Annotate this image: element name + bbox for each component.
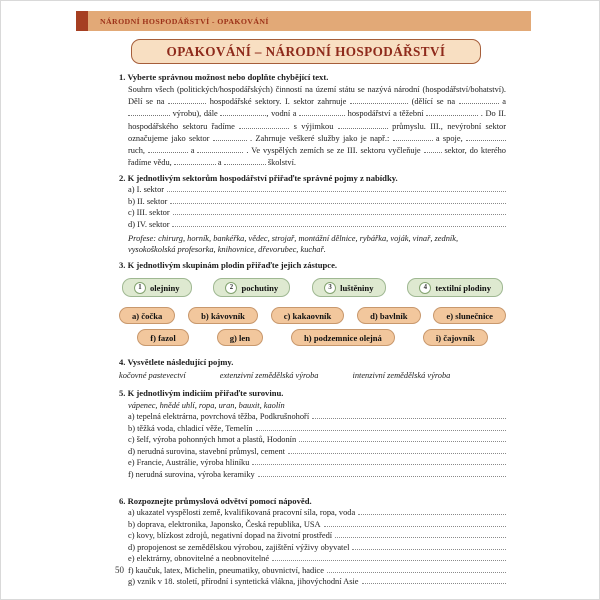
page-number: 50 [115, 565, 124, 575]
clue-row-b [128, 423, 506, 435]
group-label: textilní plodiny [435, 282, 491, 293]
answer-line [172, 226, 506, 227]
exercise-3-heading: 3. K jednotlivým skupinám plodin přiřaďte jejich zástupce. [119, 260, 338, 271]
exercise-1 [119, 72, 506, 168]
industry-row-b [128, 519, 506, 531]
industry-row-f [128, 565, 506, 577]
answer-line [170, 203, 506, 204]
answer-line [324, 526, 506, 527]
answer-line [288, 453, 506, 454]
blank-line [459, 95, 499, 104]
answer-line [299, 441, 506, 442]
group-number-badge: 3 [324, 282, 336, 294]
industry-row-e [128, 553, 506, 565]
term-extenzivni-vyroba: extenzivní zemědělská výroba [219, 371, 319, 381]
exercise-3 [119, 260, 506, 346]
blank-line [128, 107, 170, 116]
blank-line [220, 107, 266, 116]
term-kocovne-pastevectvi: kočovné pastevectví [119, 371, 186, 381]
clue-label: f) nerudná surovina, výroba keramiky [128, 469, 255, 479]
page-title-box [131, 39, 481, 64]
clue-row-f [128, 469, 506, 481]
materials-hint: vápenec, hnědé uhlí, ropa, uran, bauxit, kaolín [128, 401, 285, 411]
plant-groups-row [119, 278, 506, 297]
blank-line [424, 144, 442, 153]
answer-line [335, 537, 506, 538]
crop-pill-bavlnik: d) bavlník [357, 307, 421, 324]
page-content [119, 72, 506, 588]
chapter-marker-square [76, 11, 88, 31]
clue-row-c [128, 434, 506, 446]
group-label: pochutiny [241, 282, 279, 293]
crop-pill-len: g) len [217, 329, 263, 346]
blank-line [174, 156, 216, 165]
industry-clue: a) ukazatel vyspělosti země, kvalifikovaná pracovní síla, ropa, voda [128, 508, 356, 518]
crop-pill-podzemnice-olejna: h) podzemnice olejná [291, 329, 395, 346]
clue-row-a [128, 411, 506, 423]
exercise-1-paragraph: Souhrn všech (politických/hospodářských) činností na území státu se nazývá národní (hospodářství/bohatství). Dělí se na hospodářské sektory. I. sektor zahrnuje (dělící se na a výrobu), dále , vodní a hospodářství a těžební . Do II. hospodářského sektoru řadíme s výjimkou průmyslu. III., nevýrobní sektor označujeme jako sektor . Zahrnuje veškeré služby jako je např.: a spoje, ruch, a . Ve vyspělých zemích se ze III. sektoru vyčleňuje sektor, do kterého řadíme vědu, a školství. [128, 85, 507, 168]
blank-line [239, 120, 289, 129]
answer-line [272, 560, 506, 561]
answer-line [167, 191, 506, 192]
crop-pill-kakaovnik: c) kakaovník [271, 307, 345, 324]
exercise-6 [119, 496, 506, 588]
group-pill-pochutiny [213, 278, 290, 297]
crops-row-2 [119, 329, 506, 346]
exercise-5 [119, 388, 506, 480]
exercise-2-heading: 2. K jednotlivým sektorům hospodářství přiřaďte správné pojmy z nabídky. [119, 173, 398, 184]
exercise-5-heading: 5. K jednotlivým indiciím přiřaďte surovinu. [119, 388, 284, 399]
blank-line [350, 95, 408, 104]
answer-label: d) IV. sektor [128, 219, 170, 229]
answer-row-sector-2 [128, 196, 506, 208]
crop-pill-cajovnik: i) čajovník [423, 329, 488, 346]
clue-label: b) těžká voda, chladicí věže, Temelín [128, 423, 253, 433]
chapter-header-bar [76, 11, 531, 31]
blank-line [426, 107, 478, 116]
group-number-badge: 4 [419, 282, 431, 294]
clue-row-e [128, 457, 506, 469]
answer-line [358, 514, 506, 515]
clue-label: c) šelf, výroba pohonných hmot a plastů, Hodonín [128, 435, 297, 445]
exercise-6-heading: 6. Rozpoznejte průmyslová odvětví pomocí nápověd. [119, 496, 312, 507]
answer-line [173, 214, 506, 215]
industry-clue: e) elektrárny, obnovitelné a neobnovitelné [128, 554, 270, 564]
industry-row-d [128, 542, 506, 554]
chapter-header-label: NÁRODNÍ HOSPODÁŘSTVÍ - OPAKOVÁNÍ [100, 16, 269, 26]
group-pill-olejniny [122, 278, 192, 297]
blank-line [299, 107, 345, 116]
exercise-4-heading: 4. Vysvětlete následující pojmy. [119, 357, 234, 368]
blank-line [338, 120, 388, 129]
group-number-badge: 2 [225, 282, 237, 294]
answer-label: c) III. sektor [128, 208, 170, 218]
crop-pill-cocka: a) čočka [119, 307, 175, 324]
answer-row-sector-4 [128, 219, 506, 231]
answer-line [258, 476, 506, 477]
answer-label: a) I. sektor [128, 185, 165, 195]
answer-line [352, 549, 506, 550]
industry-row-g [128, 576, 506, 588]
crop-pill-fazol: f) fazol [137, 329, 189, 346]
answer-line [256, 430, 506, 431]
industry-clue: g) vznik v 18. století, přírodní i syntetická vlákna, jihovýchodní Asie [128, 577, 359, 587]
exercise-1-heading: 1. Vyberte správnou možnost nebo doplňte chybějící text. [119, 72, 329, 82]
clue-label: e) Francie, Austrálie, výroba hliníku [128, 458, 250, 468]
clue-row-d [128, 446, 506, 458]
terms-row [119, 370, 506, 381]
answer-row-sector-1 [128, 184, 506, 196]
exercise-2 [119, 173, 506, 255]
clue-label: d) nerudná surovina, stavební průmysl, cement [128, 446, 285, 456]
blank-line [224, 156, 266, 165]
industry-clue: c) kovy, blízkost zdrojů, negativní dopad na životní prostředí [128, 531, 333, 541]
answer-line [252, 464, 506, 465]
crop-pill-kavovnik: b) kávovník [188, 307, 258, 324]
blank-line [393, 132, 433, 141]
blank-line [466, 132, 506, 141]
blank-line [148, 144, 188, 153]
professions-note: Profese: chirurg, horník, bankéřka, vědec, strojař, montážní dělnice, rybářka, voják, vinař, zedník, vysokoškolská profesorka, knihovnice, dřevorubec, kuchař. [128, 234, 459, 255]
group-number-badge: 1 [134, 282, 146, 294]
blank-line [197, 144, 243, 153]
group-pill-textilni-plodiny [407, 278, 503, 297]
group-pill-lusteniny [312, 278, 385, 297]
industry-clue: b) doprava, elektronika, Japonsko, Česká republika, USA [128, 519, 321, 529]
exercise-4 [119, 357, 506, 381]
blank-line [213, 132, 247, 141]
answer-row-sector-3 [128, 207, 506, 219]
answer-line [362, 583, 506, 584]
industry-row-a [128, 507, 506, 519]
industry-row-c [128, 530, 506, 542]
answer-line [327, 572, 506, 573]
blank-line [168, 95, 206, 104]
group-label: luštěniny [340, 282, 374, 293]
answer-line [312, 418, 506, 419]
crop-pill-slunecnice: e) slunečnice [433, 307, 506, 324]
answer-label: b) II. sektor [128, 196, 168, 206]
industry-clue: f) kaučuk, latex, Michelin, pneumatiky, obuvnictví, hadice [128, 565, 324, 575]
group-label: olejniny [150, 282, 180, 293]
clue-label: a) tepelná elektrárna, povrchová těžba, Podkrušnohoří [128, 412, 310, 422]
term-intenzivni-vyroba: intenzivní zemědělská výroba [352, 371, 451, 381]
page-title: OPAKOVÁNÍ – NÁRODNÍ HOSPODÁŘSTVÍ [166, 43, 446, 59]
crops-row-1 [119, 307, 506, 324]
industry-clue: d) propojenost se zemědělskou výrobou, zajištění výživy obyvatel [128, 542, 350, 552]
